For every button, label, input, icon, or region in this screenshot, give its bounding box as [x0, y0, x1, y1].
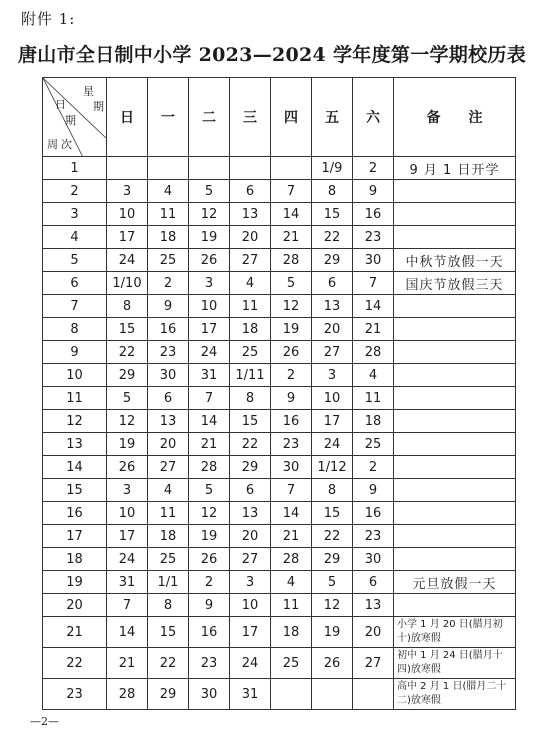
day-cell: 1/10 [107, 272, 148, 295]
table-row [43, 410, 516, 433]
day-cell: 22 [107, 341, 148, 364]
day-cell: 19 [189, 525, 230, 548]
corner-header-cell [43, 78, 107, 157]
day-cell [107, 157, 148, 180]
day-cell: 23 [148, 341, 189, 364]
day-cell: 20 [312, 318, 353, 341]
day-cell: 19 [312, 617, 353, 648]
day-cell: 3 [107, 479, 148, 502]
day-cell: 10 [312, 387, 353, 410]
day-cell: 30 [353, 249, 394, 272]
note-cell [394, 433, 516, 456]
header-monday: 一 [148, 78, 189, 157]
page-number: —2— [30, 715, 59, 728]
day-cell: 11 [148, 203, 189, 226]
day-cell: 6 [230, 180, 271, 203]
day-cell: 10 [189, 295, 230, 318]
day-cell: 12 [189, 203, 230, 226]
week-number-cell: 19 [43, 571, 107, 594]
day-cell: 16 [353, 502, 394, 525]
note-cell: 国庆节放假三天 [394, 272, 516, 295]
day-cell: 25 [230, 341, 271, 364]
day-cell: 13 [353, 594, 394, 617]
day-cell: 5 [107, 387, 148, 410]
day-cell: 24 [107, 548, 148, 571]
day-cell: 27 [312, 341, 353, 364]
day-cell: 30 [271, 456, 312, 479]
table-row [43, 157, 516, 180]
day-cell: 5 [271, 272, 312, 295]
week-number-cell: 7 [43, 295, 107, 318]
corner-label-ci: 次 [61, 138, 72, 151]
day-cell: 12 [271, 295, 312, 318]
day-cell: 8 [312, 180, 353, 203]
day-cell: 26 [189, 548, 230, 571]
day-cell: 18 [148, 525, 189, 548]
day-cell: 6 [148, 387, 189, 410]
day-cell: 26 [107, 456, 148, 479]
table-row [43, 226, 516, 249]
day-cell: 9 [271, 387, 312, 410]
week-number-cell: 13 [43, 433, 107, 456]
day-cell: 25 [353, 433, 394, 456]
day-cell: 30 [148, 364, 189, 387]
day-cell: 16 [271, 410, 312, 433]
day-cell: 4 [148, 180, 189, 203]
day-cell: 2 [353, 157, 394, 180]
week-number-cell: 16 [43, 502, 107, 525]
day-cell: 29 [107, 364, 148, 387]
day-cell: 10 [230, 594, 271, 617]
day-cell: 4 [271, 571, 312, 594]
note-cell [394, 295, 516, 318]
week-number-cell: 14 [43, 456, 107, 479]
day-cell: 27 [230, 548, 271, 571]
note-cell: 9 月 1 日开学 [394, 157, 516, 180]
day-cell: 25 [148, 548, 189, 571]
day-cell: 7 [271, 180, 312, 203]
table-row [43, 679, 516, 710]
day-cell [148, 157, 189, 180]
note-cell [394, 180, 516, 203]
day-cell: 14 [189, 410, 230, 433]
day-cell: 4 [230, 272, 271, 295]
week-number-cell: 8 [43, 318, 107, 341]
day-cell: 9 [189, 594, 230, 617]
table-row [43, 456, 516, 479]
day-cell: 11 [353, 387, 394, 410]
day-cell: 27 [148, 456, 189, 479]
note-cell: 高中 2 月 1 日(腊月二十二)放寒假 [394, 679, 516, 710]
day-cell [230, 157, 271, 180]
day-cell: 5 [312, 571, 353, 594]
note-cell: 小学 1 月 20 日(腊月初十)放寒假 [394, 617, 516, 648]
week-number-cell: 23 [43, 679, 107, 710]
day-cell: 28 [271, 548, 312, 571]
week-number-cell: 20 [43, 594, 107, 617]
day-cell: 15 [230, 410, 271, 433]
day-cell: 12 [312, 594, 353, 617]
day-cell: 2 [271, 364, 312, 387]
day-cell: 23 [353, 525, 394, 548]
corner-label-qi: 期 [93, 100, 104, 113]
day-cell: 17 [107, 226, 148, 249]
day-cell: 14 [271, 203, 312, 226]
day-cell: 19 [107, 433, 148, 456]
day-cell: 29 [148, 679, 189, 710]
day-cell: 11 [271, 594, 312, 617]
day-cell: 17 [107, 525, 148, 548]
day-cell: 31 [230, 679, 271, 710]
day-cell: 8 [148, 594, 189, 617]
header-sunday: 日 [107, 78, 148, 157]
week-number-cell: 6 [43, 272, 107, 295]
week-number-cell: 15 [43, 479, 107, 502]
week-number-cell: 17 [43, 525, 107, 548]
corner-label-xing: 星 [83, 85, 94, 98]
day-cell: 3 [312, 364, 353, 387]
note-cell [394, 594, 516, 617]
day-cell: 8 [107, 295, 148, 318]
day-cell: 25 [271, 648, 312, 679]
day-cell: 1/9 [312, 157, 353, 180]
week-number-cell: 22 [43, 648, 107, 679]
table-row [43, 594, 516, 617]
table-row [43, 548, 516, 571]
day-cell: 7 [353, 272, 394, 295]
day-cell: 25 [148, 249, 189, 272]
day-cell [312, 679, 353, 710]
day-cell: 11 [148, 502, 189, 525]
week-number-cell: 2 [43, 180, 107, 203]
note-cell [394, 456, 516, 479]
day-cell: 20 [148, 433, 189, 456]
table-row [43, 571, 516, 594]
day-cell: 10 [107, 203, 148, 226]
header-tuesday: 二 [189, 78, 230, 157]
table-row [43, 479, 516, 502]
day-cell: 8 [230, 387, 271, 410]
day-cell: 16 [148, 318, 189, 341]
school-calendar-table [42, 77, 516, 710]
note-cell [394, 387, 516, 410]
day-cell: 26 [189, 249, 230, 272]
note-cell [394, 548, 516, 571]
day-cell: 18 [148, 226, 189, 249]
day-cell: 12 [107, 410, 148, 433]
corner-label-qi-2: 期 [65, 114, 76, 127]
day-cell: 9 [353, 180, 394, 203]
day-cell: 6 [353, 571, 394, 594]
note-cell: 初中 1 月 24 日(腊月十四)放寒假 [394, 648, 516, 679]
week-number-cell: 21 [43, 617, 107, 648]
note-cell [394, 479, 516, 502]
day-cell: 14 [107, 617, 148, 648]
day-cell: 2 [148, 272, 189, 295]
table-row [43, 341, 516, 364]
day-cell: 29 [312, 249, 353, 272]
week-number-cell: 12 [43, 410, 107, 433]
day-cell: 22 [148, 648, 189, 679]
day-cell: 29 [312, 548, 353, 571]
corner-label-zhou: 周 [47, 138, 58, 151]
day-cell: 26 [312, 648, 353, 679]
day-cell: 4 [148, 479, 189, 502]
day-cell: 19 [189, 226, 230, 249]
day-cell: 29 [230, 456, 271, 479]
day-cell: 8 [312, 479, 353, 502]
table-row [43, 272, 516, 295]
day-cell: 31 [107, 571, 148, 594]
day-cell: 17 [189, 318, 230, 341]
week-number-cell: 3 [43, 203, 107, 226]
day-cell: 21 [353, 318, 394, 341]
table-row [43, 648, 516, 679]
day-cell: 23 [189, 648, 230, 679]
table-row [43, 249, 516, 272]
table-row [43, 525, 516, 548]
day-cell: 31 [189, 364, 230, 387]
header-wednesday: 三 [230, 78, 271, 157]
table-row [43, 295, 516, 318]
day-cell: 1/11 [230, 364, 271, 387]
day-cell: 18 [271, 617, 312, 648]
header-saturday: 六 [353, 78, 394, 157]
day-cell: 13 [312, 295, 353, 318]
day-cell: 27 [230, 249, 271, 272]
day-cell: 21 [107, 648, 148, 679]
week-number-cell: 5 [43, 249, 107, 272]
note-cell [394, 525, 516, 548]
table-row [43, 364, 516, 387]
day-cell: 13 [148, 410, 189, 433]
day-cell: 14 [353, 295, 394, 318]
day-cell: 16 [189, 617, 230, 648]
header-thursday: 四 [271, 78, 312, 157]
day-cell: 24 [312, 433, 353, 456]
day-cell: 21 [271, 226, 312, 249]
week-number-cell: 4 [43, 226, 107, 249]
header-notes: 备 注 [394, 78, 516, 157]
day-cell: 12 [189, 502, 230, 525]
day-cell: 15 [312, 502, 353, 525]
note-cell [394, 502, 516, 525]
day-cell: 7 [271, 479, 312, 502]
note-cell [394, 341, 516, 364]
day-cell: 4 [353, 364, 394, 387]
day-cell: 24 [189, 341, 230, 364]
day-cell: 16 [353, 203, 394, 226]
day-cell: 17 [312, 410, 353, 433]
day-cell: 23 [353, 226, 394, 249]
day-cell: 18 [353, 410, 394, 433]
day-cell: 15 [107, 318, 148, 341]
calendar-body [43, 157, 516, 710]
header-row [43, 78, 516, 157]
day-cell: 15 [312, 203, 353, 226]
day-cell: 7 [189, 387, 230, 410]
day-cell: 28 [107, 679, 148, 710]
day-cell: 18 [230, 318, 271, 341]
attachment-label: 附件 1: [21, 10, 76, 28]
day-cell: 9 [148, 295, 189, 318]
day-cell: 9 [353, 479, 394, 502]
week-number-cell: 11 [43, 387, 107, 410]
day-cell: 3 [107, 180, 148, 203]
day-cell: 28 [189, 456, 230, 479]
week-number-cell: 18 [43, 548, 107, 571]
note-cell [394, 203, 516, 226]
day-cell: 7 [107, 594, 148, 617]
day-cell: 11 [230, 295, 271, 318]
day-cell: 6 [312, 272, 353, 295]
note-cell [394, 318, 516, 341]
day-cell: 1/12 [312, 456, 353, 479]
note-cell: 元旦放假一天 [394, 571, 516, 594]
day-cell: 17 [230, 617, 271, 648]
day-cell: 13 [230, 203, 271, 226]
day-cell: 28 [353, 341, 394, 364]
table-row [43, 502, 516, 525]
week-number-cell: 10 [43, 364, 107, 387]
corner-label-ri: 日 [55, 98, 66, 111]
day-cell: 23 [271, 433, 312, 456]
week-number-cell: 1 [43, 157, 107, 180]
day-cell: 20 [353, 617, 394, 648]
day-cell: 19 [271, 318, 312, 341]
day-cell [271, 679, 312, 710]
day-cell: 6 [230, 479, 271, 502]
day-cell: 21 [189, 433, 230, 456]
day-cell: 14 [271, 502, 312, 525]
day-cell: 24 [107, 249, 148, 272]
week-number-cell: 9 [43, 341, 107, 364]
table-row [43, 180, 516, 203]
header-friday: 五 [312, 78, 353, 157]
day-cell: 21 [271, 525, 312, 548]
page-title: 唐山市全日制中小学 2023—2024 学年度第一学期校历表 [18, 44, 526, 66]
day-cell: 22 [312, 525, 353, 548]
table-row [43, 203, 516, 226]
note-cell [394, 410, 516, 433]
day-cell: 30 [189, 679, 230, 710]
day-cell [353, 679, 394, 710]
day-cell: 27 [353, 648, 394, 679]
day-cell: 30 [353, 548, 394, 571]
day-cell: 13 [230, 502, 271, 525]
day-cell: 5 [189, 180, 230, 203]
table-row [43, 318, 516, 341]
day-cell: 20 [230, 226, 271, 249]
day-cell: 5 [189, 479, 230, 502]
day-cell: 15 [148, 617, 189, 648]
day-cell [271, 157, 312, 180]
day-cell: 28 [271, 249, 312, 272]
table-row [43, 433, 516, 456]
note-cell: 中秋节放假一天 [394, 249, 516, 272]
day-cell: 10 [107, 502, 148, 525]
table-row [43, 387, 516, 410]
note-cell [394, 226, 516, 249]
day-cell: 3 [189, 272, 230, 295]
day-cell [189, 157, 230, 180]
day-cell: 3 [230, 571, 271, 594]
day-cell: 22 [312, 226, 353, 249]
day-cell: 20 [230, 525, 271, 548]
day-cell: 2 [189, 571, 230, 594]
day-cell: 22 [230, 433, 271, 456]
day-cell: 2 [353, 456, 394, 479]
note-cell [394, 364, 516, 387]
day-cell: 24 [230, 648, 271, 679]
day-cell: 1/1 [148, 571, 189, 594]
table-row [43, 617, 516, 648]
day-cell: 26 [271, 341, 312, 364]
